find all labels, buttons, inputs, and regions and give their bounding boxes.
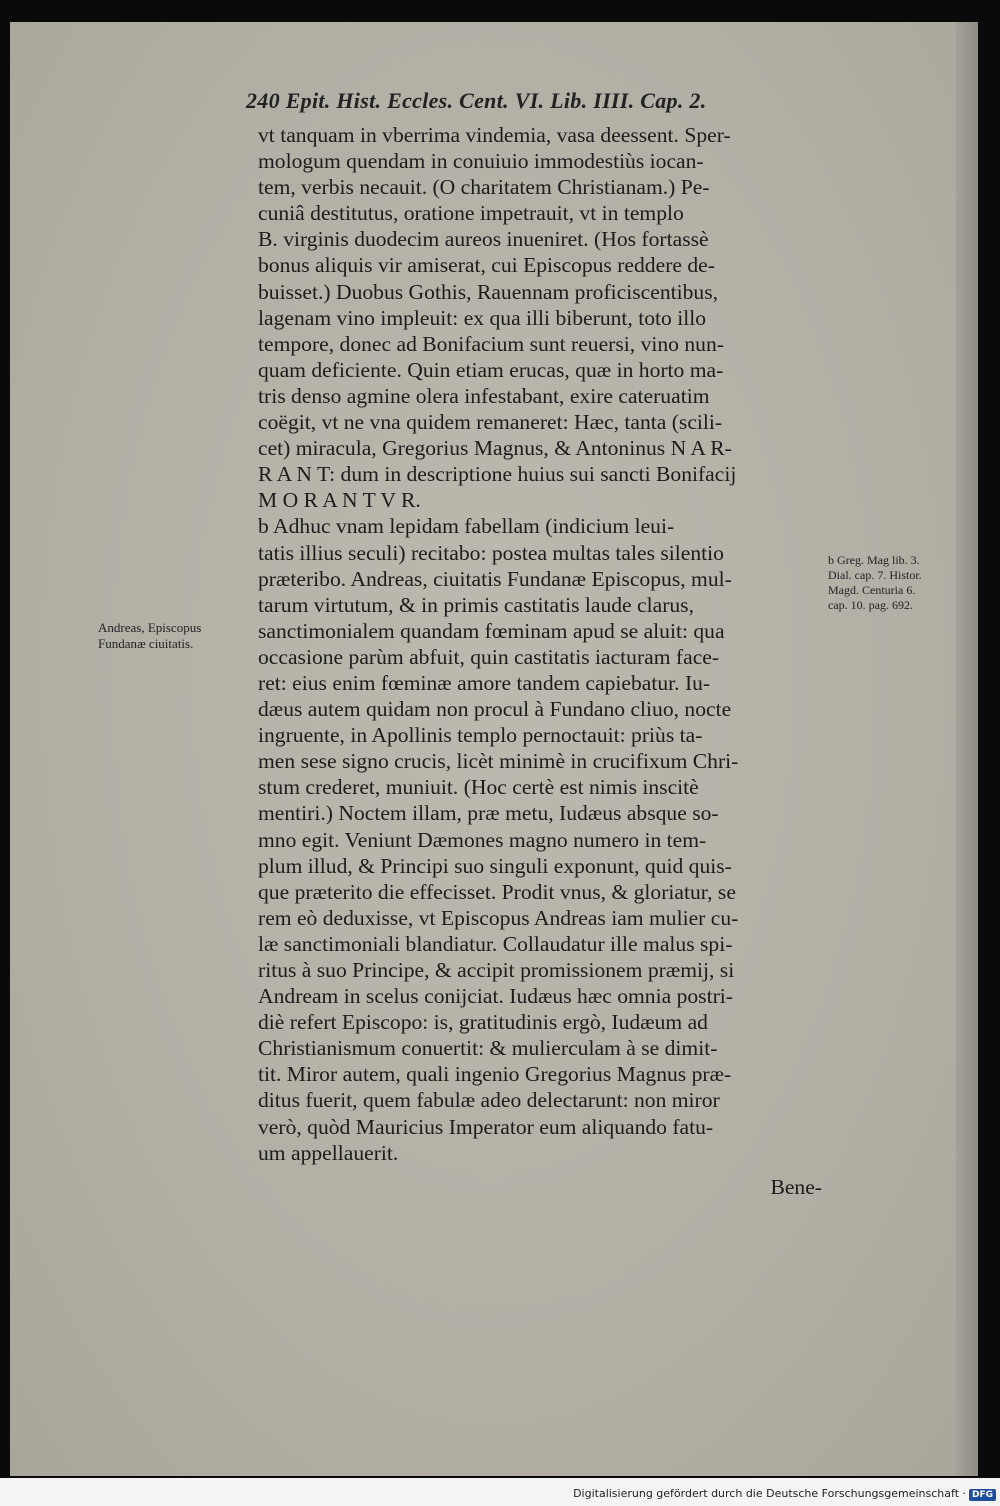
text-line: ret: eius enim fœminæ amore tandem capiebatur. Iu- bbox=[258, 670, 711, 695]
text-line: lagenam vino impleuit: ex qua illi biberunt, toto illo bbox=[258, 305, 706, 330]
right-marginal-line: cap. 10. pag. 692. bbox=[828, 598, 913, 612]
text-line: Christianismum conuertit: & mulierculam à se dimit- bbox=[258, 1036, 718, 1061]
left-marginal-note bbox=[98, 620, 248, 652]
text-line: plum illud, & Principi suo singuli exponunt, quid quis- bbox=[258, 853, 732, 878]
dfg-logo-icon: DFG bbox=[969, 1489, 996, 1501]
text-line: cuniâ destitutus, oratione impetrauit, vt in templo bbox=[258, 201, 684, 226]
text-line: vt tanquam in vberrima vindemia, vasa deessent. Sper- bbox=[258, 123, 731, 147]
text-line: R A N T: dum in descriptione huius sui sancti Bonifacij bbox=[258, 462, 737, 487]
text-line: tatis illius seculi) recitabo: postea multas tales silentio bbox=[258, 540, 724, 565]
text-line: B. virginis duodecim aureos inueniret. (Hos fortassè bbox=[258, 227, 709, 252]
text-line: occasione parùm abfuit, quin castitatis iacturam face- bbox=[258, 644, 720, 669]
text-line: ditus fuerit, quem fabulæ adeo delectarunt: non miror bbox=[258, 1088, 720, 1113]
text-line: ingruente, in Apollinis templo pernoctauit: priùs ta- bbox=[258, 723, 703, 748]
text-line: mologum quendam in conuiuio immodestiùs iocan- bbox=[258, 149, 704, 174]
text-line: stum crederet, muniuit. (Hoc certè est nimis inscitè bbox=[258, 775, 699, 800]
text-line: diè refert Episcopo: is, gratitudinis ergò, Iudæum ad bbox=[258, 1010, 708, 1035]
text-line: tris denso agmine olera infestabant, exire cateruatim bbox=[258, 383, 710, 408]
text-line: buisset.) Duobus Gothis, Rauennam proficiscentibus, bbox=[258, 279, 719, 304]
right-marginal-line: Dial. cap. 7. Histor. bbox=[828, 568, 922, 582]
left-marginal-line: Fundanæ ciuitatis. bbox=[98, 636, 194, 651]
text-line: M O R A N T V R. bbox=[258, 488, 421, 513]
funding-credit: Digitalisierung gefördert durch die Deutsche Forschungsgemeinschaft · bbox=[573, 1487, 966, 1500]
text-line: ritus à suo Principe, & accipit promissionem præmij, si bbox=[258, 958, 735, 982]
text-line: tem, verbis necauit. (O charitatem Christianam.) Pe- bbox=[258, 175, 710, 200]
page-gutter-shadow bbox=[956, 22, 978, 1476]
text-line: dæus autem quidam non procul à Fundano cliuo, nocte bbox=[258, 697, 732, 722]
text-line: sanctimonialem quandam fœminam apud se aluit: qua bbox=[258, 618, 725, 643]
text-line: mno egit. Veniunt Dæmones magno numero in tem- bbox=[258, 827, 707, 852]
text-line: que præterito die effecisset. Prodit vnus, & gloriatur, se bbox=[258, 879, 736, 904]
catchword: Bene- bbox=[770, 1174, 822, 1199]
scanned-page bbox=[10, 22, 978, 1476]
text-line: b Adhuc vnam lepidam fabellam (indicium leui- bbox=[258, 514, 675, 539]
text-line: men sese signo crucis, licèt minimè in crucifixum Chri- bbox=[258, 749, 739, 774]
text-line: læ sanctimoniali blandiatur. Collaudatur ille malus spi- bbox=[258, 931, 733, 956]
text-line: tempore, donec ad Bonifacium sunt reuersi, vino nun- bbox=[258, 331, 724, 356]
footer-bar bbox=[0, 1478, 1000, 1506]
left-marginal-line: Andreas, Episcopus bbox=[98, 620, 202, 635]
body-text bbox=[258, 122, 822, 1200]
right-marginal-note bbox=[828, 553, 978, 613]
text-line: tit. Miror autem, quali ingenio Gregorius Magnus præ- bbox=[258, 1062, 732, 1087]
running-header: 240 Epit. Hist. Eccles. Cent. VI. Lib. IIII. Cap. 2. bbox=[246, 88, 707, 113]
text-line: coëgit, vt ne vna quidem remaneret: Hæc, tanta (scili- bbox=[258, 410, 723, 435]
text-line: quam deficiente. Quin etiam erucas, quæ in horto ma- bbox=[258, 357, 724, 382]
text-line: tarum virtutum, & in primis castitatis laude clarus, bbox=[258, 592, 694, 617]
text-line: rem eò deduxisse, vt Episcopus Andreas iam mulier cu- bbox=[258, 905, 739, 930]
text-line: um appellauerit. bbox=[258, 1140, 399, 1165]
text-line: verò, quòd Mauricius Imperator eum aliquando fatu- bbox=[258, 1114, 714, 1139]
right-marginal-line: b Greg. Mag lib. 3. bbox=[828, 553, 920, 567]
text-line: bonus aliquis vir amiserat, cui Episcopus reddere de- bbox=[258, 253, 715, 278]
right-marginal-line: Magd. Centuria 6. bbox=[828, 583, 916, 597]
text-line: præteribo. Andreas, ciuitatis Fundanæ Episcopus, mul- bbox=[258, 566, 732, 591]
text-line: cet) miracula, Gregorius Magnus, & Antoninus N A R- bbox=[258, 436, 732, 461]
text-line: Andream in scelus conijciat. Iudæus hæc omnia postri- bbox=[258, 984, 733, 1009]
text-line: mentiri.) Noctem illam, præ metu, Iudæus absque so- bbox=[258, 801, 719, 826]
